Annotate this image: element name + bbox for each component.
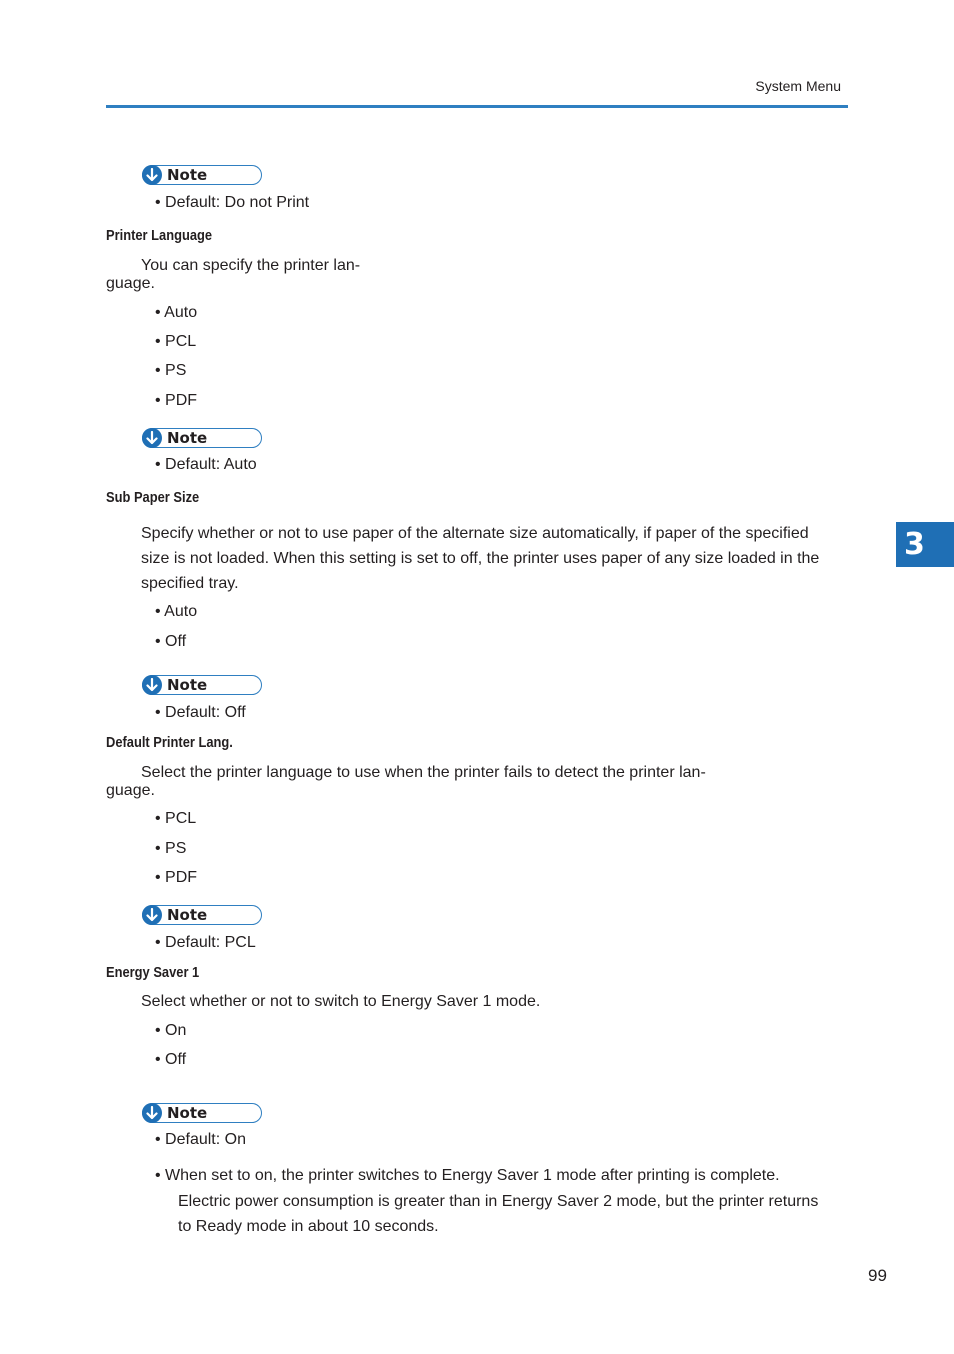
- down-arrow-icon: [142, 428, 162, 448]
- note-item-continued: to Ready mode in about 10 seconds.: [178, 1218, 439, 1235]
- option-item: • PS: [155, 362, 187, 379]
- note-badge: [142, 1103, 262, 1123]
- option-item: • PCL: [155, 810, 197, 827]
- down-arrow-icon: [142, 1103, 162, 1123]
- header-rule: [106, 105, 848, 108]
- down-arrow-icon: [142, 905, 162, 925]
- section-description: You can specify the printer lan-: [141, 257, 361, 274]
- option-item: • PDF: [155, 392, 198, 409]
- option-item: • Auto: [155, 603, 198, 620]
- running-header: System Menu: [755, 78, 841, 94]
- down-arrow-icon: [142, 675, 162, 695]
- note-item: • Default: PCL: [155, 934, 256, 951]
- section-description: size is not loaded. When this setting is set to off, the printer uses paper of any size loaded in the: [141, 550, 820, 567]
- page-number: 99: [868, 1266, 887, 1285]
- option-item: • Off: [155, 633, 187, 650]
- note-label: Note: [167, 906, 208, 924]
- option-item: • On: [155, 1022, 187, 1039]
- section-heading: Energy Saver 1: [106, 964, 200, 981]
- chapter-tab: 3: [896, 522, 954, 567]
- option-item: • Auto: [155, 304, 198, 321]
- note-item-continued: Electric power consumption is greater than in Energy Saver 2 mode, but the printer returns: [178, 1193, 819, 1210]
- note-label: Note: [167, 166, 208, 184]
- note-label: Note: [167, 676, 208, 694]
- option-item: • PS: [155, 840, 187, 857]
- section-description-continued: guage.: [106, 782, 155, 799]
- note-item: • Default: Off: [155, 704, 246, 721]
- section-heading: Sub Paper Size: [106, 489, 200, 506]
- section-description: Specify whether or not to use paper of the alternate size automatically, if paper of the specified: [141, 525, 809, 542]
- note-item: • Default: On: [155, 1131, 246, 1148]
- section-heading: Printer Language: [106, 227, 213, 244]
- note-badge: [142, 675, 262, 695]
- down-arrow-icon: [142, 165, 162, 185]
- section-description: Select whether or not to switch to Energy Saver 1 mode.: [141, 993, 541, 1010]
- note-item: • Default: Do not Print: [155, 194, 310, 211]
- section-description: specified tray.: [141, 575, 239, 592]
- note-label: Note: [167, 1104, 208, 1122]
- section-heading: Default Printer Lang.: [106, 734, 233, 751]
- section-description-continued: guage.: [106, 275, 155, 292]
- option-item: • PCL: [155, 333, 197, 350]
- note-badge: [142, 905, 262, 925]
- option-item: • Off: [155, 1051, 187, 1068]
- note-label: Note: [167, 429, 208, 447]
- note-badge: [142, 165, 262, 185]
- note-item: • When set to on, the printer switches to Energy Saver 1 mode after printing is complete.: [155, 1167, 780, 1184]
- note-badge: [142, 428, 262, 448]
- section-description: Select the printer language to use when the printer fails to detect the printer lan-: [141, 764, 706, 781]
- option-item: • PDF: [155, 869, 198, 886]
- note-item: • Default: Auto: [155, 456, 257, 473]
